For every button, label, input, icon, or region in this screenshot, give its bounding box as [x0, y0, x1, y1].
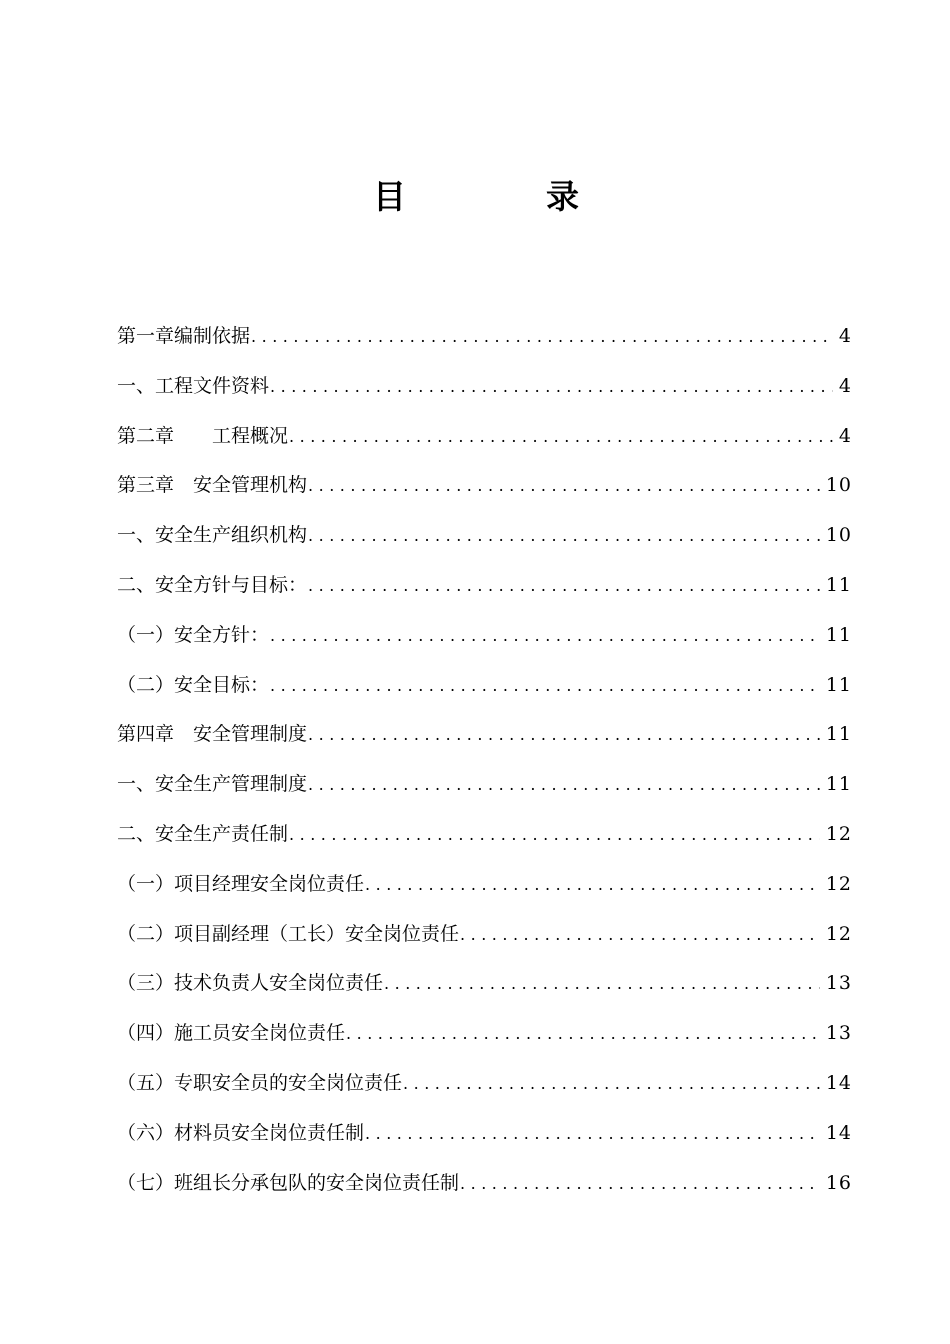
toc-leader-dots [460, 919, 820, 951]
toc-entry-page: 14 [825, 1121, 852, 1144]
toc-entry-page: 13 [825, 1022, 852, 1045]
toc-leader-dots [308, 769, 820, 801]
toc-entry[interactable] [117, 669, 852, 719]
toc-entry-label: 第四章 安全管理制度 [117, 723, 308, 746]
toc-entry-label: （一）项目经理安全岗位责任 [117, 872, 365, 895]
toc-entry-page: 11 [825, 773, 852, 796]
toc-leader-dots [384, 968, 820, 1000]
toc-entry-label: 第二章 工程概况 [117, 424, 289, 447]
title-char-2: 录 [546, 177, 579, 216]
toc-entry[interactable] [117, 569, 852, 619]
toc-entry-page: 11 [825, 623, 852, 646]
toc-entry[interactable] [117, 320, 852, 370]
toc-entry-label: （六）材料员安全岗位责任制 [117, 1121, 365, 1144]
toc-entry[interactable] [117, 1117, 852, 1167]
toc-leader-dots [308, 470, 820, 502]
toc-entry[interactable] [117, 918, 852, 968]
toc-entry-page: 12 [825, 872, 852, 895]
toc-entry-label: （二）项目副经理（工长）安全岗位责任 [117, 922, 460, 945]
toc-entry[interactable] [117, 1067, 852, 1117]
toc-entry[interactable] [117, 420, 852, 470]
toc-entry-page: 4 [838, 325, 852, 347]
toc-entry-label: （七）班组长分承包队的安全岗位责任制 [117, 1171, 460, 1194]
toc-entry[interactable] [117, 1017, 852, 1067]
toc-entry-page: 11 [825, 673, 852, 696]
toc-entry-page: 13 [825, 972, 852, 995]
toc-leader-dots [308, 719, 820, 751]
toc-leader-dots [270, 620, 820, 652]
toc-leader-dots [270, 670, 820, 702]
toc-entry[interactable] [117, 868, 852, 918]
toc-entry[interactable] [117, 818, 852, 868]
toc-entry-label: （三）技术负责人安全岗位责任 [117, 972, 384, 995]
toc-entry[interactable] [117, 1167, 852, 1217]
toc-leader-dots [308, 570, 820, 602]
toc-entry-label: 一、安全生产组织机构 [117, 524, 308, 547]
toc-leader-dots [251, 321, 833, 353]
toc-entry-label: （一）安全方针： [117, 623, 270, 646]
toc-entry-label: 一、安全生产管理制度 [117, 773, 308, 796]
toc-leader-dots [403, 1068, 820, 1100]
toc-entry-label: 第一章编制依据 [117, 325, 251, 347]
toc-entry-page: 10 [825, 524, 852, 547]
toc-entry[interactable] [117, 370, 852, 420]
toc-entry-label: 二、安全方针与目标： [117, 573, 308, 596]
toc-entry-label: 二、安全生产责任制 [117, 822, 289, 845]
toc-leader-dots [346, 1018, 820, 1050]
table-of-contents [117, 320, 852, 1216]
toc-entry-page: 4 [838, 424, 852, 447]
toc-leader-dots [365, 869, 820, 901]
toc-entry[interactable] [117, 768, 852, 818]
toc-entry-label: 第三章 安全管理机构 [117, 474, 308, 497]
toc-entry[interactable] [117, 619, 852, 669]
toc-entry-label: （四）施工员安全岗位责任 [117, 1022, 346, 1045]
toc-entry-label: 一、工程文件资料 [117, 374, 270, 397]
toc-entry-label: （五）专职安全员的安全岗位责任 [117, 1071, 403, 1094]
toc-leader-dots [460, 1168, 820, 1200]
toc-entry-page: 14 [825, 1071, 852, 1094]
toc-entry-page: 11 [825, 723, 852, 746]
toc-entry-page: 11 [825, 573, 852, 596]
toc-leader-dots [308, 520, 820, 552]
toc-entry[interactable] [117, 519, 852, 569]
toc-entry[interactable] [117, 718, 852, 768]
toc-leader-dots [365, 1118, 820, 1150]
toc-entry-page: 12 [825, 822, 852, 845]
title-char-1: 目 [373, 177, 406, 216]
toc-leader-dots [289, 819, 820, 851]
toc-leader-dots [289, 421, 833, 453]
toc-entry-page: 10 [825, 474, 852, 497]
toc-leader-dots [270, 371, 833, 403]
toc-entry-page: 12 [825, 922, 852, 945]
toc-entry-page: 4 [838, 374, 852, 397]
toc-entry[interactable] [117, 469, 852, 519]
toc-entry[interactable] [117, 967, 852, 1017]
toc-entry-page: 16 [825, 1171, 852, 1194]
page-title [0, 172, 950, 222]
toc-entry-label: （二）安全目标： [117, 673, 270, 696]
